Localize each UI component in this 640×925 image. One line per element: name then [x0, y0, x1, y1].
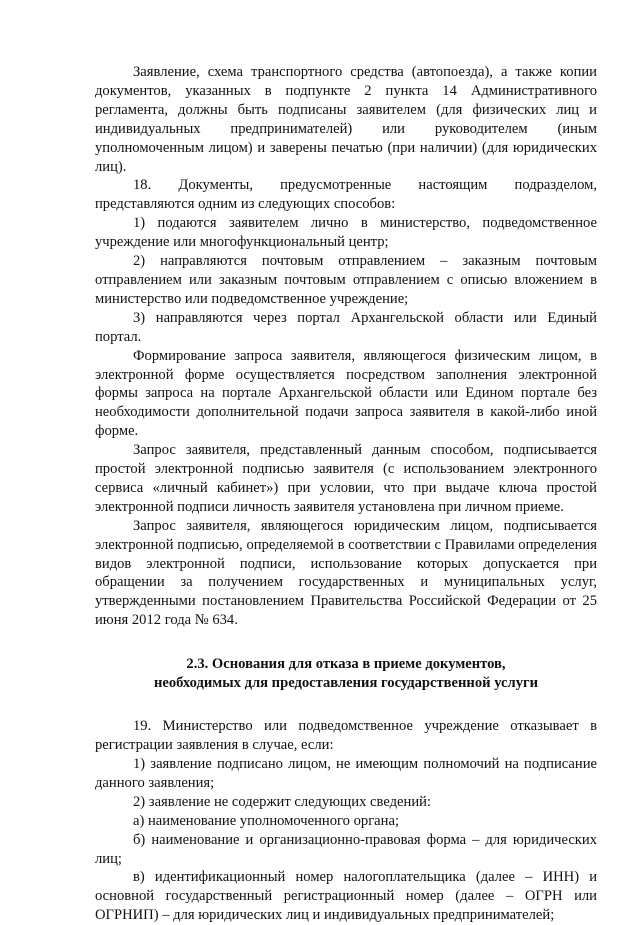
paragraph-electronic-request-individual: Формирование запроса заявителя, являющегося физическим лицом, в электронной форме осуществляется посредством заполнения электронной формы запроса на портале Архангельской области или Едином портале без необходимости дополнительной подачи запроса заявителя в какой-либо иной форме. — [95, 347, 597, 440]
list-item-by-post: 2) направляются почтовым отправлением – заказным почтовым отправлением или заказным почтовым отправлением с описью вложением в министерство или подведомственное учреждение; — [95, 253, 597, 307]
sublist-item-v: в) идентификационный номер налогоплательщика (далее – ИНН) и основной государственный регистрационный номер (далее – ОГРН или ОГРНИП) – для юридических лиц и индивидуальных предпринимателей; — [95, 869, 597, 924]
section-heading-line-1: 2.3. Основания для отказа в приеме документов, — [186, 656, 506, 673]
list-item-missing-info: 2) заявление не содержит следующих сведений: — [133, 793, 431, 810]
section-heading — [95, 655, 597, 693]
paragraph-simple-electronic-signature: Запрос заявителя, представленный данным способом, подписывается простой электронной подписью заявителя (с использованием электронного сервиса «личный кабинет») при условии, что при выдаче ключа простой электронной подписи личность заявителя установлена при личном приеме. — [95, 442, 597, 515]
list-item-via-portal: 3) направляются через портал Архангельской области или Единый портал. — [95, 309, 597, 345]
list-item-no-authority: 1) заявление подписано лицом, не имеющим полномочий на подписание данного заявления; — [95, 756, 597, 791]
list-item-in-person: 1) подаются заявителем лично в министерство, подведомственное учреждение или многофункциональный центр; — [95, 215, 597, 251]
sublist-item-a: а) наименование уполномоченного органа; — [133, 812, 400, 829]
document-page — [95, 63, 597, 925]
paragraph-19-refusal-grounds: 19. Министерство или подведомственное учреждение отказывает в регистрации заявления в случае, если: — [95, 718, 597, 754]
paragraph-legal-entity-signature: Запрос заявителя, являющегося юридическим лицом, подписывается электронной подписью, определяемой в соответствии с Правилами определения видов электронной подписи, использование которых допускается при обращении за получением государственных и муниципальных услуг, утвержденными постановлением Правительства Российской Федерации от 25 июня 2012 года № 634. — [95, 517, 597, 629]
paragraph-signature-requirements: Заявление, схема транспортного средства (автопоезда), а также копии документов, указанных в подпункте 2 пункта 14 Административного регламента, должны быть подписаны заявителем (для физических лиц и индивидуальных предпринимателей) или руководителем (иным уполномоченным лицом) и заверены печатью (при наличии) (для юридических лиц). — [95, 64, 597, 175]
section-heading-line-2: необходимых для предоставления государственной услуги — [153, 675, 539, 692]
paragraph-18-submission-methods: 18. Документы, предусмотренные настоящим подразделом, представляются одним из следующих способов: — [95, 177, 597, 213]
sublist-item-b: б) наименование и организационно-правовая форма – для юридических лиц; — [95, 831, 597, 867]
